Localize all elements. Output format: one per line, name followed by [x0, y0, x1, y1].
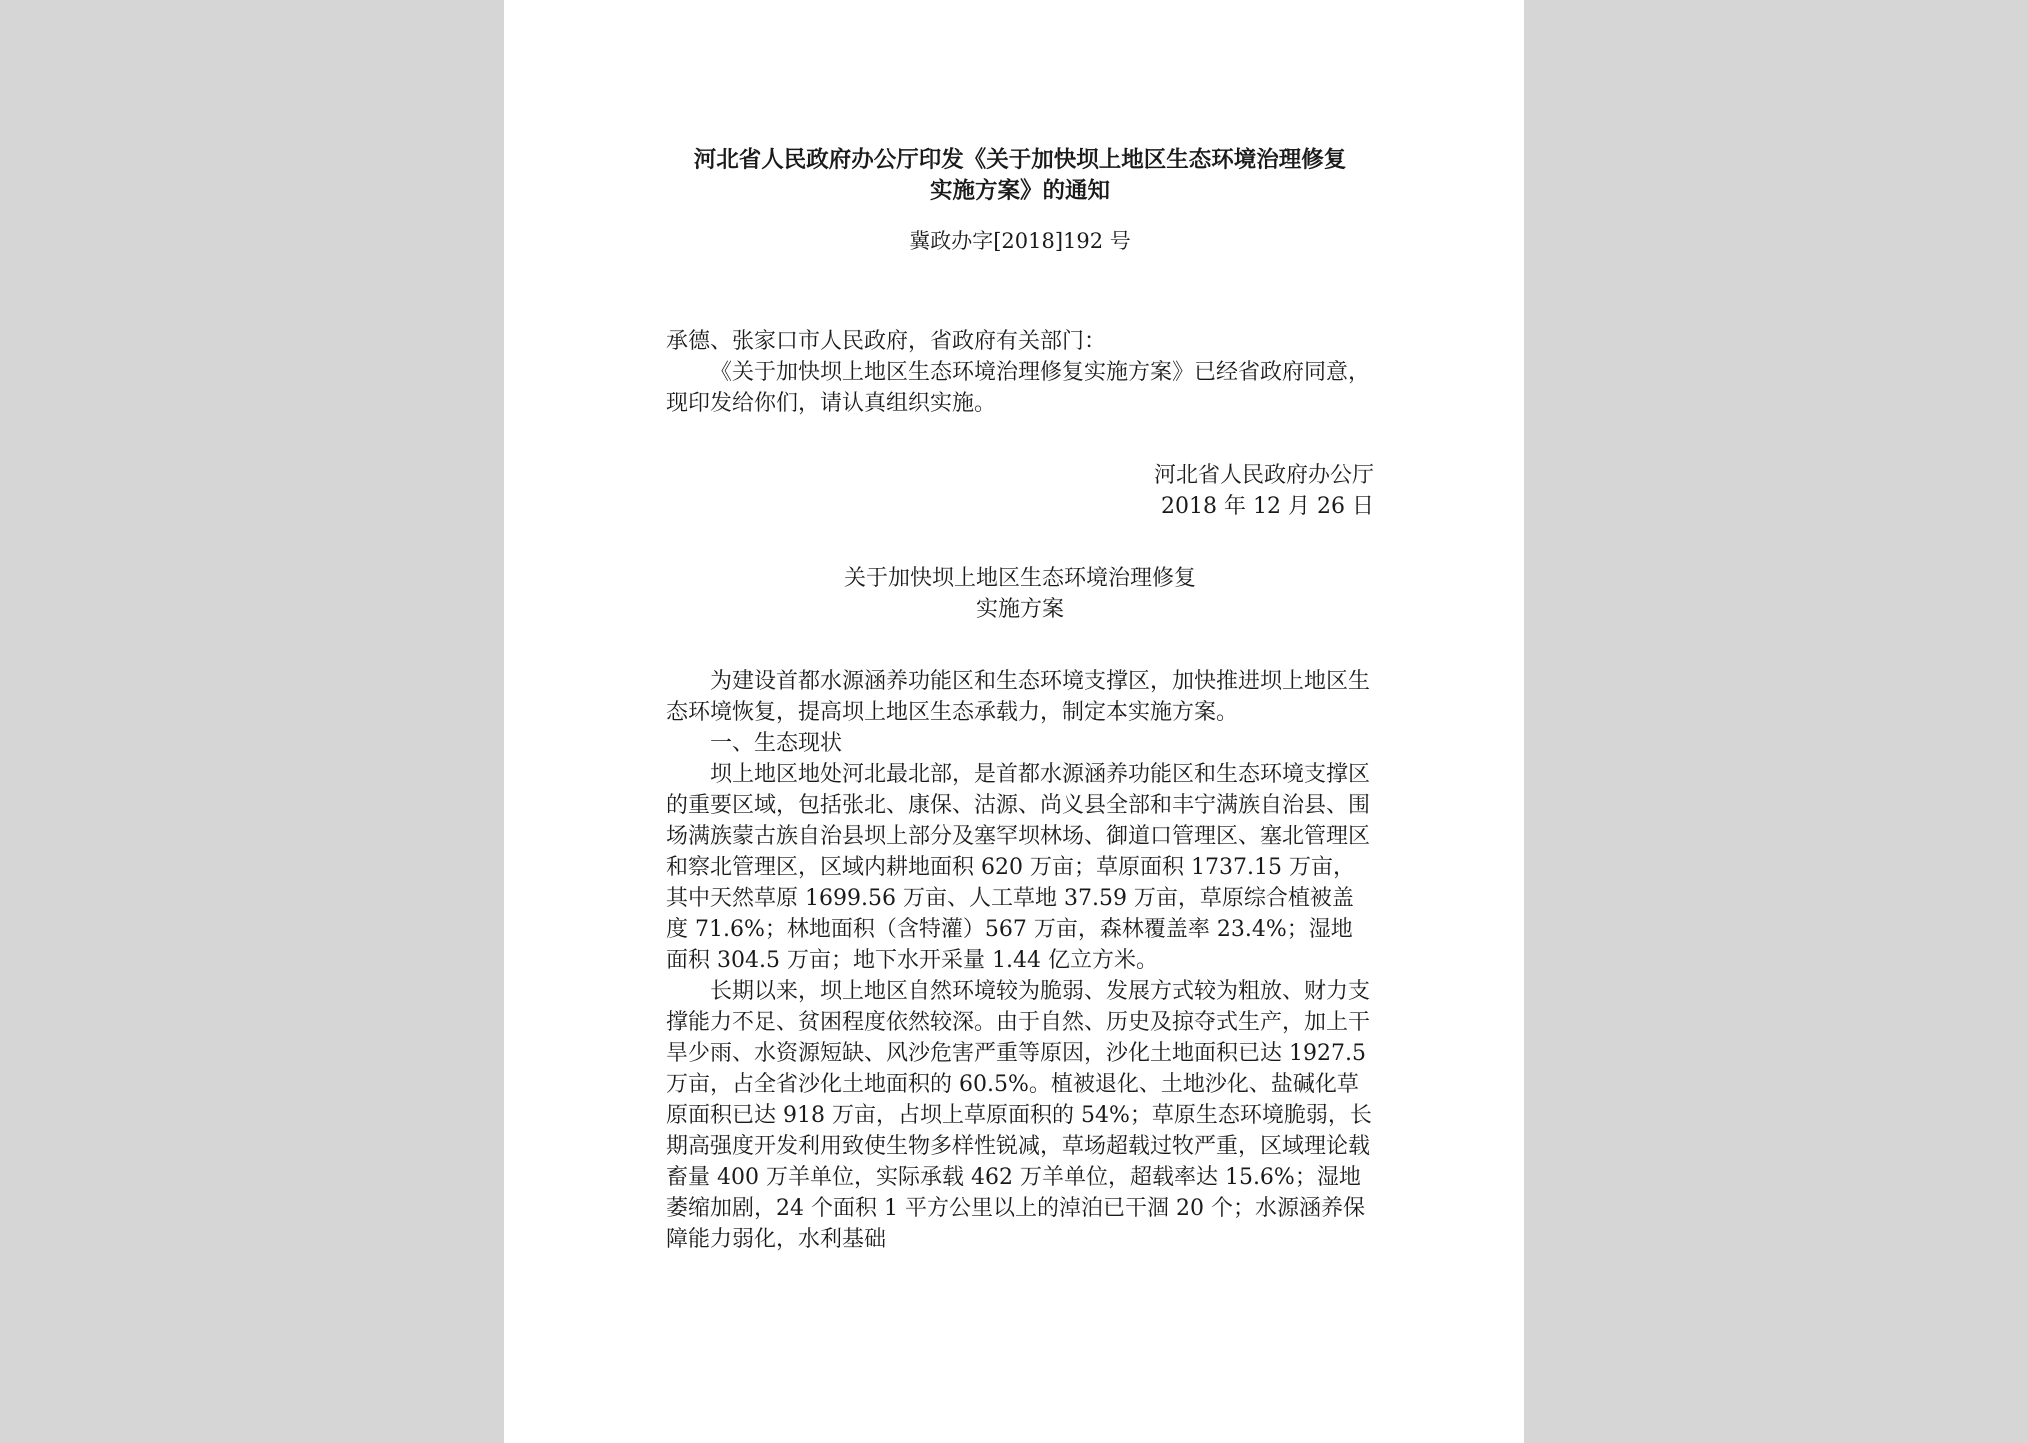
section-1-paragraph-1: 坝上地区地处河北最北部，是首都水源涵养功能区和生态环境支撑区的重要区域，包括张北、康保、沽源、尚义县全部和丰宁满族自治县、围场满族蒙古族自治县坝上部分及塞罕坝林场、御道口管理区、塞北管理区和察北管理区，区域内耕地面积 620 万亩；草原面积 1737.15 万亩，其中天然草原 1699.56 万亩、人工草地 37.59 万亩，草原综合植被盖度 71.6%；林地面积（含特灌）567 万亩，森林覆盖率 23.4%；湿地面积 304.5 万亩；地下水开采量 1.44 亿立方米。	[666, 762, 1371, 973]
section-heading-1: 一、生态现状	[710, 731, 843, 756]
document-title-line-1: 河北省人民政府办公厅印发《关于加快坝上地区生态环境治理修复	[693, 147, 1347, 173]
plan-title	[666, 563, 1374, 625]
signature-organization: 河北省人民政府办公厅	[1153, 463, 1374, 488]
document-page	[504, 0, 1524, 1443]
signature-block	[666, 460, 1374, 522]
document-title-line-2: 实施方案》的通知	[929, 178, 1110, 204]
intro-paragraph: 《关于加快坝上地区生态环境治理修复实施方案》已经省政府同意，现印发给你们，请认真组织实施。	[666, 360, 1371, 416]
document-title	[666, 145, 1374, 207]
plan-intro-paragraph: 为建设首都水源涵养功能区和生态环境支撑区，加快推进坝上地区生态环境恢复，提高坝上地区生态承载力，制定本实施方案。	[666, 669, 1371, 725]
plan-title-line-1: 关于加快坝上地区生态环境治理修复	[843, 566, 1196, 591]
plan-title-line-2: 实施方案	[975, 597, 1064, 622]
document-number: 冀政办字[2018]192 号	[909, 229, 1131, 253]
addressee-line: 承德、张家口市人民政府，省政府有关部门：	[666, 329, 1107, 354]
plan-body	[666, 666, 1374, 1255]
section-1-paragraph-2: 长期以来，坝上地区自然环境较为脆弱、发展方式较为粗放、财力支撑能力不足、贫困程度依然较深。由于自然、历史及掠夺式生产，加上干旱少雨、水资源短缺、风沙危害严重等原因，沙化土地面积已达 1927.5 万亩，占全省沙化土地面积的 60.5%。植被退化、土地沙化、盐碱化草原面积已达 918 万亩，占坝上草原面积的 54%；草原生态环境脆弱，长期高强度开发利用致使生物多样性锐减，草场超载过牧严重，区域理论载畜量 400 万羊单位，实际承载 462 万羊单位，超载率达 15.6%；湿地萎缩加剧，24 个面积 1 平方公里以上的淖泊已干涸 20 个；水源涵养保障能力弱化，水利基础	[666, 979, 1372, 1252]
document-content	[666, 145, 1374, 1255]
signature-date: 2018 年 12 月 26 日	[1161, 494, 1374, 519]
